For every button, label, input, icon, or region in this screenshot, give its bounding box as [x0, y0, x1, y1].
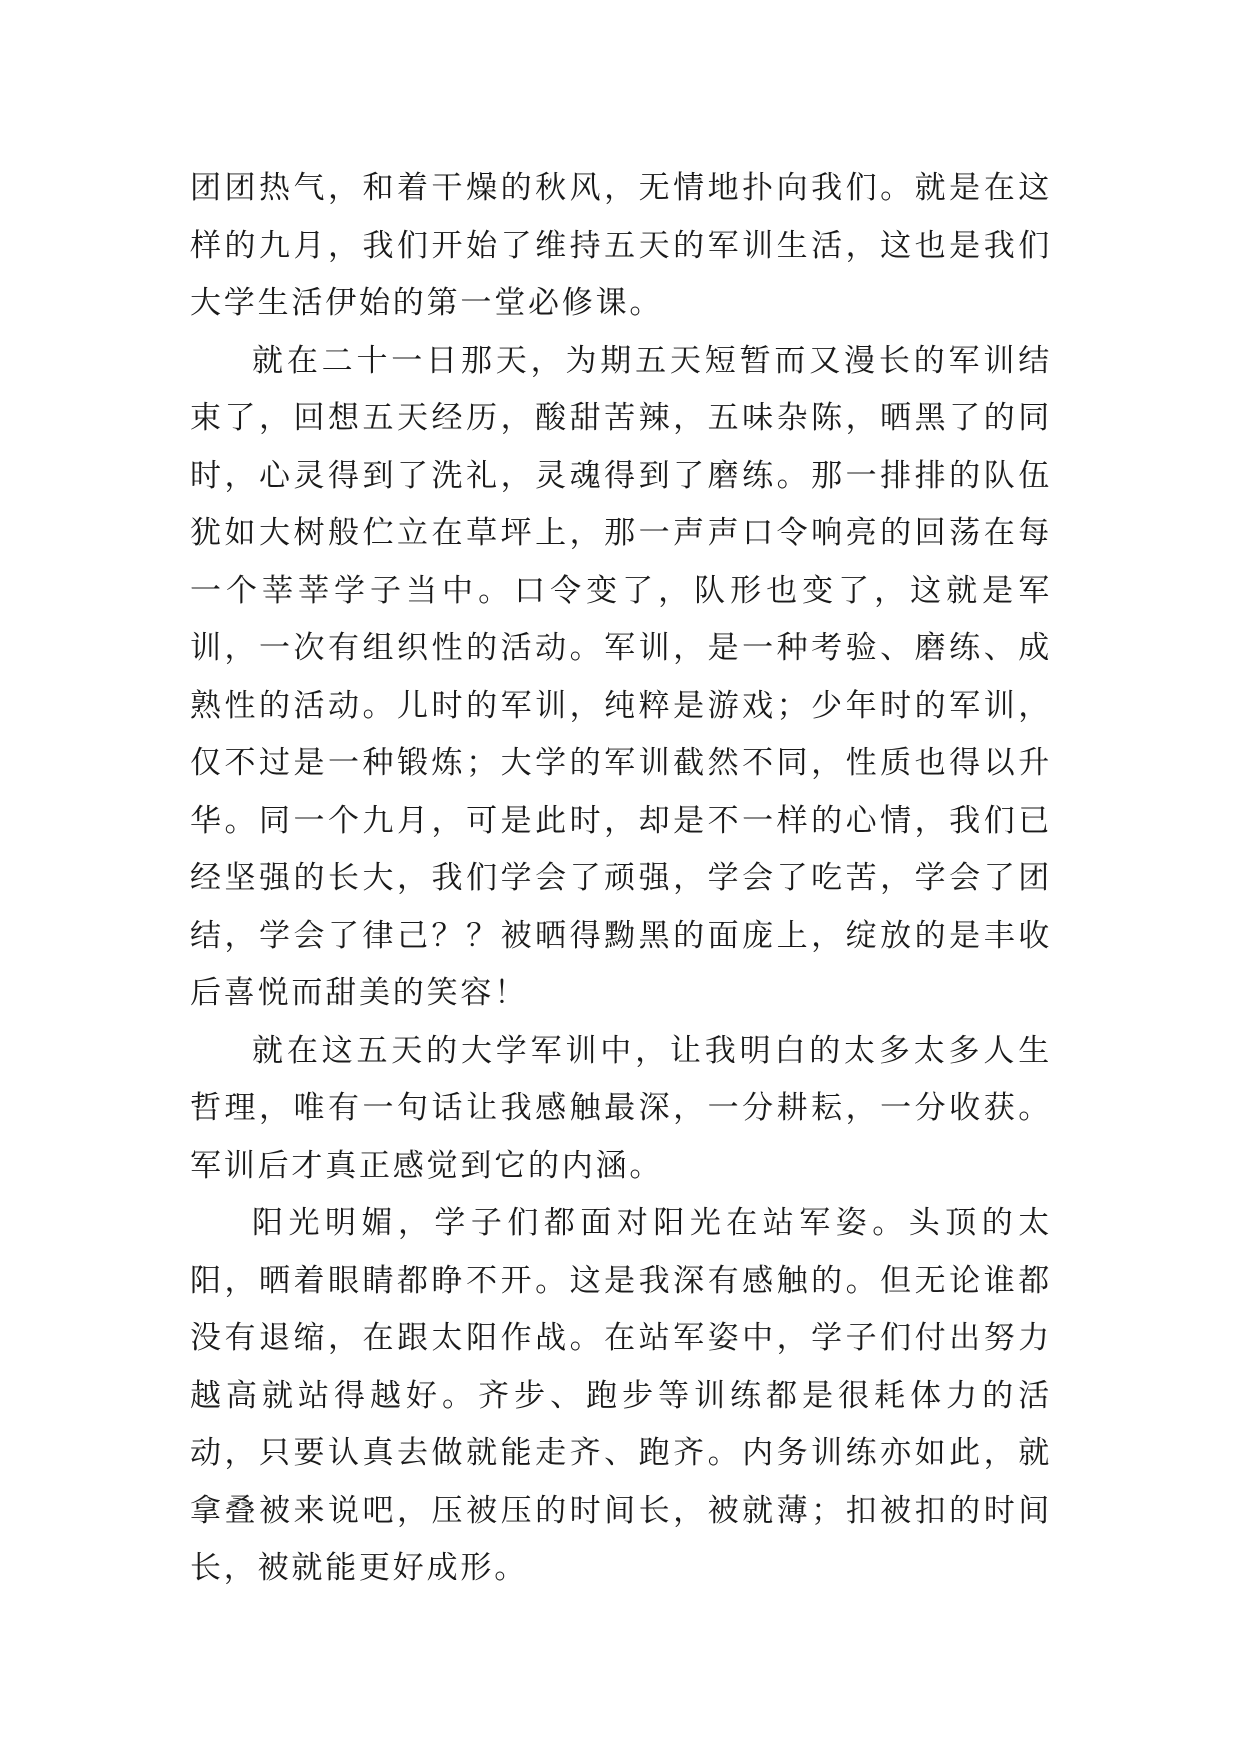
paragraph-3: 就在这五天的大学军训中，让我明白的太多太多人生哲理，唯有一句话让我感触最深，一分耕耘，一分收获。军训后才真正感觉到它的内涵。	[190, 1032, 1052, 1184]
document-body	[190, 160, 1052, 1598]
paragraph-1: 团团热气，和着干燥的秋风，无情地扑向我们。就是在这样的九月，我们开始了维持五天的军训生活，这也是我们大学生活伊始的第一堂必修课。	[190, 170, 1052, 321]
paragraph-4: 阳光明媚，学子们都面对阳光在站军姿。头顶的太阳，晒着眼睛都睁不开。这是我深有感触的。但无论谁都没有退缩，在跟太阳作战。在站军姿中，学子们付出努力越高就站得越好。齐步、跑步等训练都是很耗体力的活动，只要认真去做就能走齐、跑齐。内务训练亦如此，就拿叠被来说吧，压被压的时间长，被就薄；扣被扣的时间长，被就能更好成形。	[190, 1205, 1052, 1586]
paragraph-2: 就在二十一日那天，为期五天短暂而又漫长的军训结束了，回想五天经历，酸甜苦辣，五味杂陈，晒黑了的同时，心灵得到了洗礼，灵魂得到了磨练。那一排排的队伍犹如大树般伫立在草坪上，那一声声口令响亮的回荡在每一个莘莘学子当中。口令变了，队形也变了，这就是军训，一次有组织性的活动。军训，是一种考验、磨练、成熟性的活动。儿时的军训，纯粹是游戏；少年时的军训，仅不过是一种锻炼；大学的军训截然不同，性质也得以升华。同一个九月，可是此时，却是不一样的心情，我们已经坚强的长大，我们学会了顽强，学会了吃苦，学会了团结，学会了律己？？被晒得黝黑的面庞上，绽放的是丰收后喜悦而甜美的笑容！	[190, 342, 1052, 1011]
